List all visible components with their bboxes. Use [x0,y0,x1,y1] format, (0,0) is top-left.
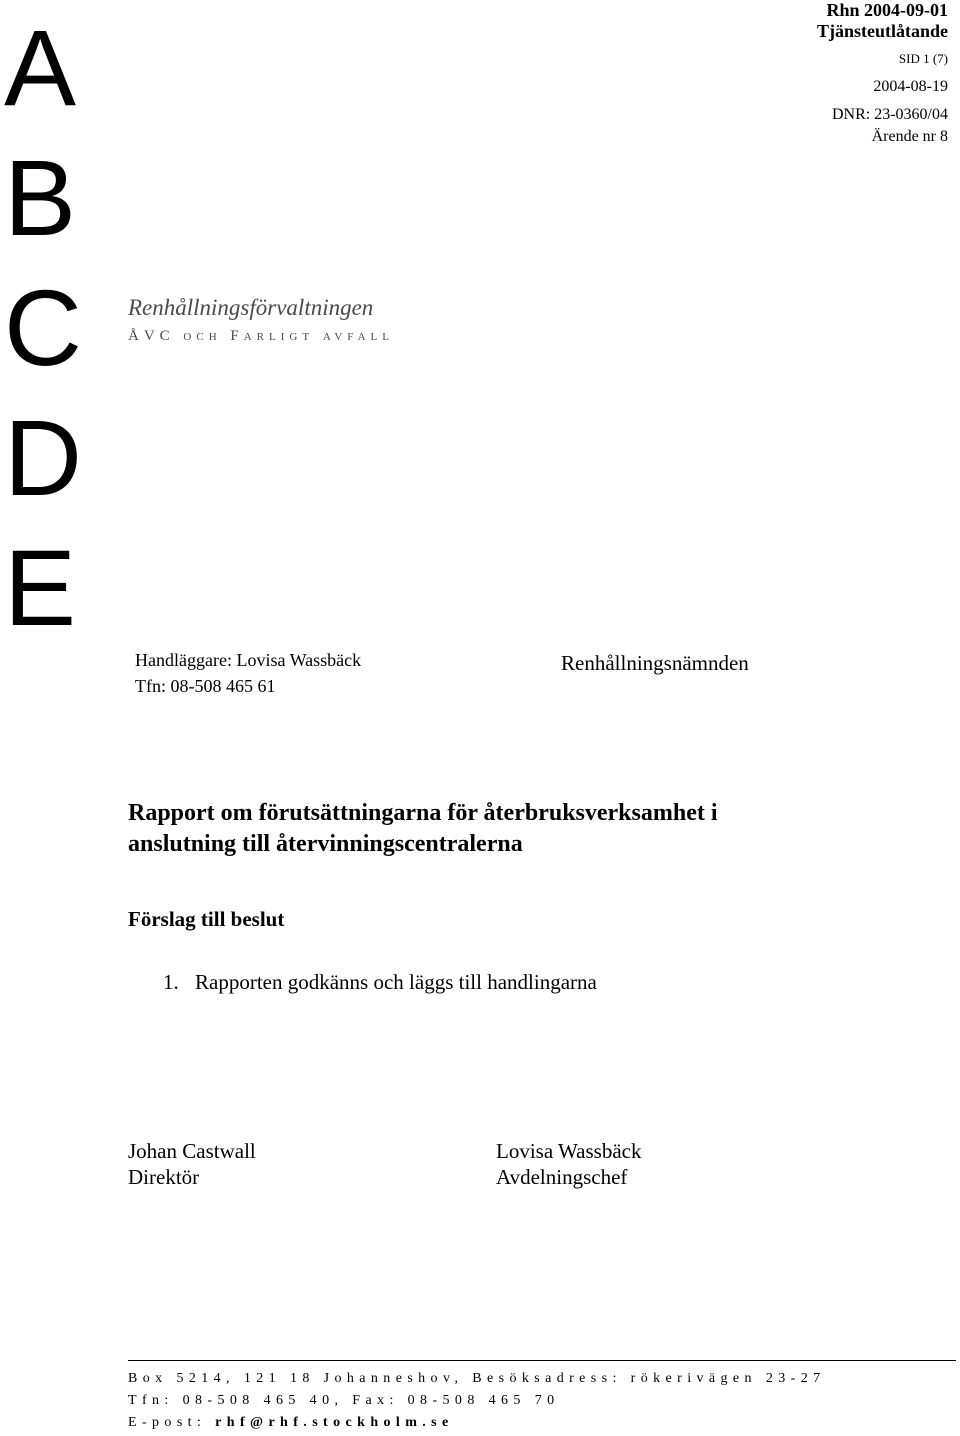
signature-director [128,1138,256,1190]
proposal-item-text: Rapporten godkänns och läggs till handlingarna [195,970,597,994]
footer-address: Box 5214, 121 18 Johanneshov, Besöksadress: rökerivägen 23-27 [128,1371,826,1386]
signature-name: Johan Castwall [128,1139,256,1163]
margin-letter-a: A [4,7,77,128]
signature-department-head [496,1138,641,1190]
proposal-item [163,970,597,995]
signature-name: Lovisa Wassbäck [496,1139,642,1163]
org-department: ÅVC och Farligt avfall [128,328,394,344]
proposal-heading: Förslag till beslut [128,907,285,931]
footer-email-address[interactable]: rhf@rhf.stockholm.se [215,1415,454,1430]
footer-phone-fax: Tfn: 08-508 465 40, Fax: 08-508 465 70 [128,1393,560,1408]
header-date: 2004-08-19 [873,78,948,95]
header-dnr: DNR: 23-0360/04 [832,106,948,123]
header-meeting-date: Rhn 2004-09-01 [826,0,948,20]
document-title-line-1: Rapport om förutsättningarna för återbruksverksamhet i [128,800,718,826]
signature-role: Avdelningschef [496,1165,628,1189]
margin-letter-e: E [4,527,77,648]
footer-email: E-post: rhf@rhf.stockholm.se [128,1415,454,1430]
footer-divider [128,1360,956,1361]
case-officer: Handläggare: Lovisa Wassbäck [135,650,362,670]
margin-letter-b: B [4,137,77,258]
header-arende: Ärende nr 8 [871,128,948,145]
signature-role: Direktör [128,1165,200,1189]
document-title [128,798,828,860]
margin-letter-c: C [4,267,82,388]
case-officer-phone: Tfn: 08-508 465 61 [135,676,276,696]
proposal-item-number: 1. [163,970,179,994]
org-name: Renhållningsförvaltningen [128,295,374,320]
recipient: Renhållningsnämnden [561,651,749,675]
document-title-line-2: anslutning till återvinningscentralerna [128,831,523,857]
margin-letter-d: D [4,397,82,518]
header-page-id: SID 1 (7) [898,51,948,66]
header-doc-type: Tjänsteutlåtande [816,21,948,41]
